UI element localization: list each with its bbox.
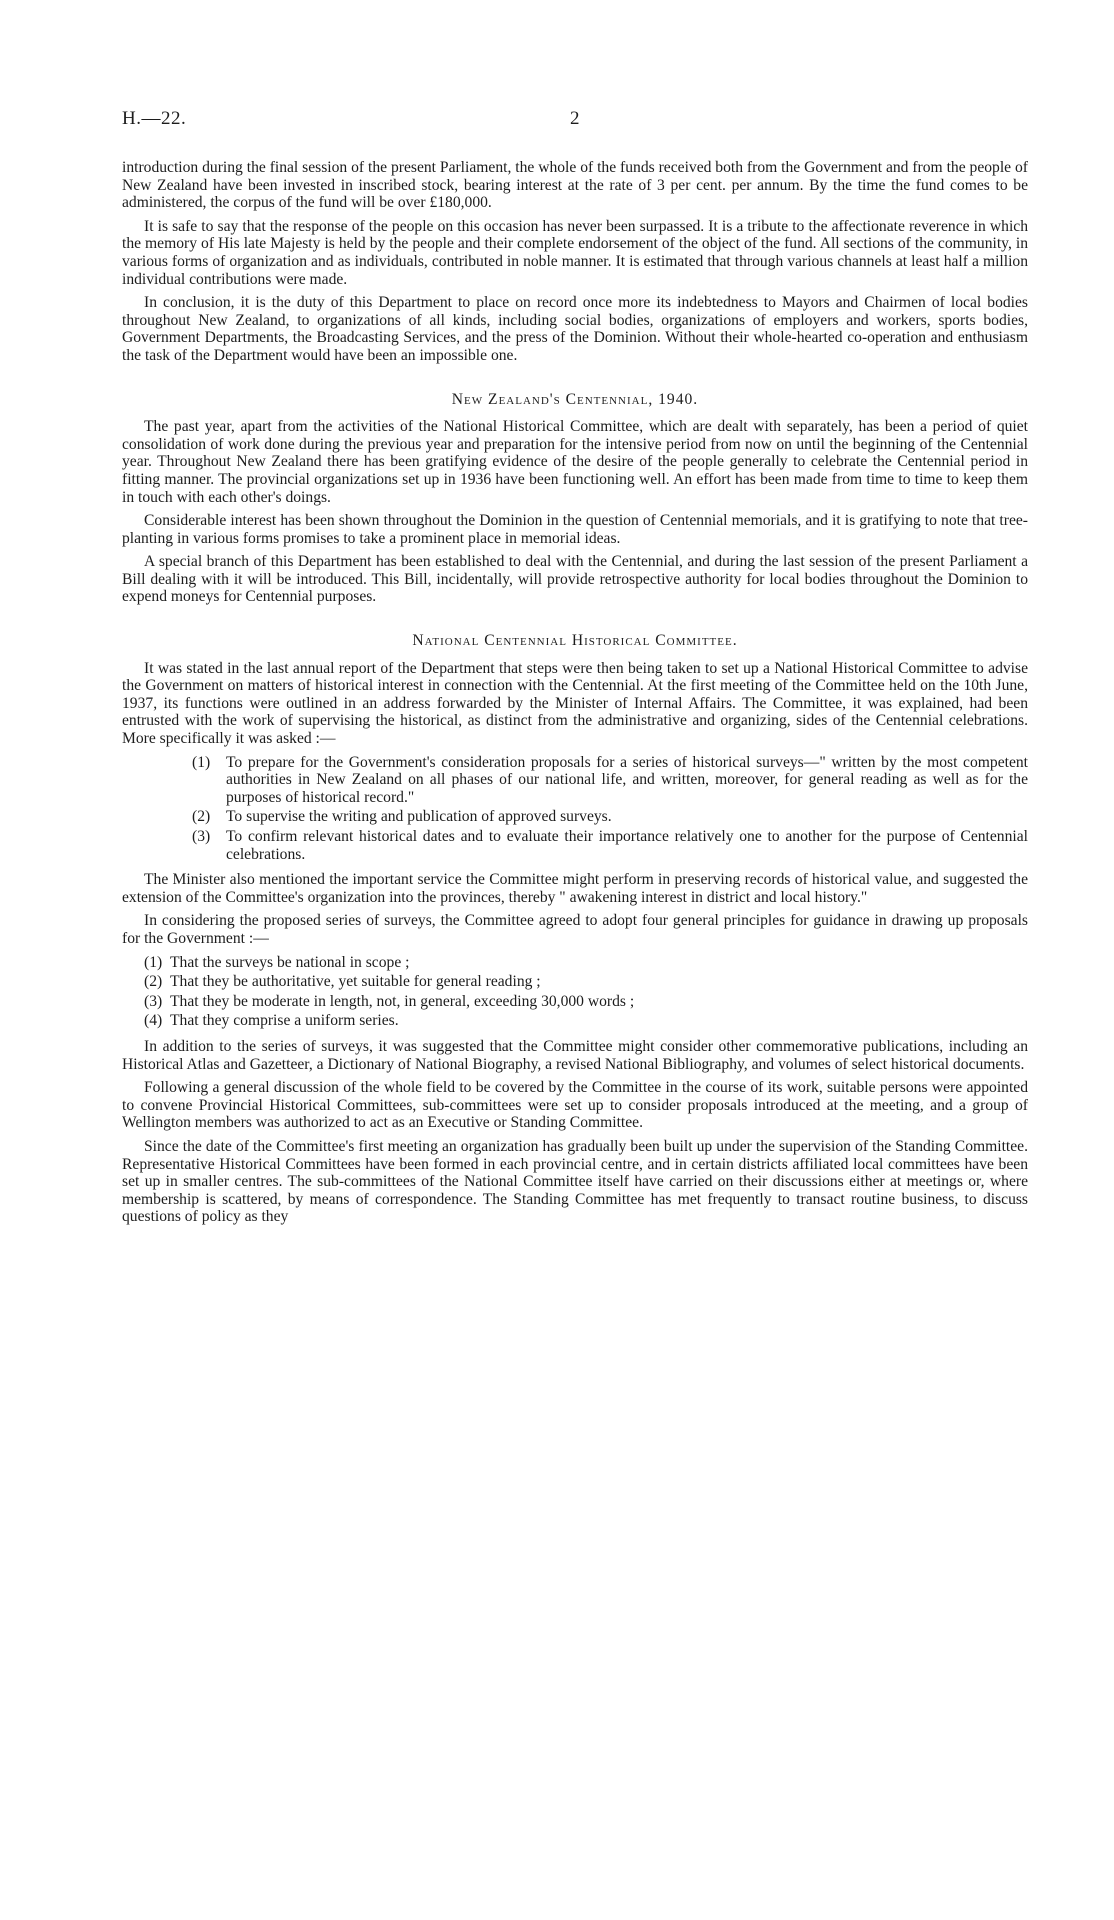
section-heading-centennial: New Zealand's Centennial, 1940. bbox=[451, 390, 699, 408]
paragraph: In addition to the series of surveys, it was suggested that the Committee might consider other commemorative publications, including an Historical Atlas and Gazetteer, a Dictionary of National Biography, a revised National Bibliography, and volumes of select historical documents. bbox=[122, 1037, 1028, 1073]
list-item bbox=[122, 754, 1028, 807]
paragraph: Considerable interest has been shown throughout the Dominion in the question of Centennial memorials, and it is gratifying to note that tree-planting in various forms promises to take a prominent place in memorial ideas. bbox=[122, 512, 1028, 547]
paragraph: The past year, apart from the activities of the National Historical Committee, which are dealt with separately, has been a period of quiet consolidation of work done during the previous year and preparation for the intensive period from now on until the beginning of the Centennial year. Throughout New Zealand there has been gratifying evidence of the desire of the people generally to celebrate the Centennial period in fitting manner. The provincial organizations set up in 1936 have been functioning well. An effort has been made from time to time to keep them in touch with each other's doings. bbox=[122, 418, 1028, 506]
list-number: (1) bbox=[192, 753, 211, 771]
principles-list bbox=[122, 954, 1028, 1030]
list-text: To prepare for the Government's consideration proposals for a series of historical surveys—" written by the most competent authorities in New Zealand on all phases of our national life, and written, moreover, for general reading as well as for the purposes of historical record." bbox=[226, 753, 1028, 806]
list-number: (3) bbox=[144, 992, 163, 1010]
list-item bbox=[122, 1012, 1028, 1030]
list-number: (2) bbox=[192, 808, 211, 826]
list-item bbox=[122, 828, 1028, 863]
page-header bbox=[122, 108, 992, 138]
paragraph: Since the date of the Committee's first meeting an organization has gradually been built up under the supervision of the Standing Committee. Representative Historical Committees have been formed in each provincial centre, and in certain districts affiliated local committees have been set up in smaller centres. The sub-committees of the National Committee itself have carried on their discussions either at meetings or, where membership is scattered, by means of correspondence. The Standing Committee has met frequently to transact routine business, to discuss questions of policy as they bbox=[122, 1137, 1028, 1226]
paragraph: The Minister also mentioned the important service the Committee might perform in preserving records of historical value, and suggested the extension of the Committee's organization into the provinces, thereby " awakening interest in district and local history." bbox=[122, 871, 1028, 906]
paragraph: Following a general discussion of the whole field to be covered by the Committee in the course of its work, suitable persons were appointed to convene Provincial Historical Committees, sub-committees were set up to consider proposals introduced at the meeting, and a group of Wellington members was authorized to act as an Executive or Standing Committee. bbox=[122, 1079, 1028, 1132]
list-number: (4) bbox=[144, 1012, 163, 1030]
list-text: That they be authoritative, yet suitable for general reading ; bbox=[170, 973, 541, 991]
paragraph: A special branch of this Department has been established to deal with the Centennial, and during the last session of the present Parliament a Bill dealing with it will be introduced. This Bill, incidentally, will provide retrospective authority for local bodies throughout the Dominion to expend moneys for Centennial purposes. bbox=[122, 553, 1028, 606]
paragraph: In considering the proposed series of surveys, the Committee agreed to adopt four general principles for guidance in drawing up proposals for the Government :— bbox=[122, 912, 1028, 947]
list-number: (2) bbox=[144, 973, 163, 991]
paragraph: In conclusion, it is the duty of this Department to place on record once more its indebtedness to Mayors and Chairmen of local bodies throughout New Zealand, to organizations of all kinds, including social bodies, organizations of employers and workers, sports bodies, Government Departments, the Broadcasting Services, and the press of the Dominion. Without their whole-hearted co-operation and enthusiasm the task of the Department would have been an impossible one. bbox=[122, 294, 1028, 364]
list-text: To confirm relevant historical dates and to evaluate their importance relatively one to another for the purpose of Centennial celebrations. bbox=[226, 828, 1028, 863]
paragraph: It is safe to say that the response of the people on this occasion has never been surpassed. It is a tribute to the affectionate reverence in which the memory of His late Majesty is held by the people and their complete endorsement of the object of the fund. All sections of the community, in various forms of organization and as individuals, contributed in noble manner. It is estimated that through various channels at least half a million individual contributions were made. bbox=[122, 217, 1028, 288]
list-text: To supervise the writing and publication of approved surveys. bbox=[226, 808, 612, 826]
paragraph: introduction during the final session of the present Parliament, the whole of the funds received both from the Government and from the people of New Zealand have been invested in inscribed stock, bearing interest at the rate of 3 per cent. per annum. By the time the fund comes to be administered, the corpus of the fund will be over £180,000. bbox=[122, 159, 1028, 212]
section-heading-historical-committee: National Centennial Historical Committee. bbox=[412, 632, 738, 650]
list-text: That the surveys be national in scope ; bbox=[170, 953, 410, 971]
list-text: That they comprise a uniform series. bbox=[170, 1012, 399, 1030]
list-item bbox=[122, 973, 1028, 991]
page-number: 2 bbox=[570, 108, 580, 129]
list-item bbox=[122, 954, 1028, 972]
report-reference: H.—22. bbox=[122, 108, 187, 129]
list-number: (3) bbox=[192, 828, 211, 845]
functions-list bbox=[122, 754, 1028, 864]
document-body bbox=[122, 159, 1028, 1232]
list-number: (1) bbox=[144, 953, 163, 971]
paragraph: It was stated in the last annual report of the Department that steps were then being taken to set up a National Historical Committee to advise the Government on matters of historical interest in connection with the Centennial. At the first meeting of the Committee held on the 10th June, 1937, its functions were outlined in an address forwarded by the Minister of Internal Affairs. The Committee, it was explained, had been entrusted with the work of supervising the historical, as distinct from the administrative and organizing, sides of the Centennial celebrations. More specifically it was asked :— bbox=[122, 659, 1028, 748]
list-text: That they be moderate in length, not, in general, exceeding 30,000 words ; bbox=[170, 992, 635, 1010]
list-item bbox=[122, 993, 1028, 1011]
list-item bbox=[122, 808, 1028, 826]
